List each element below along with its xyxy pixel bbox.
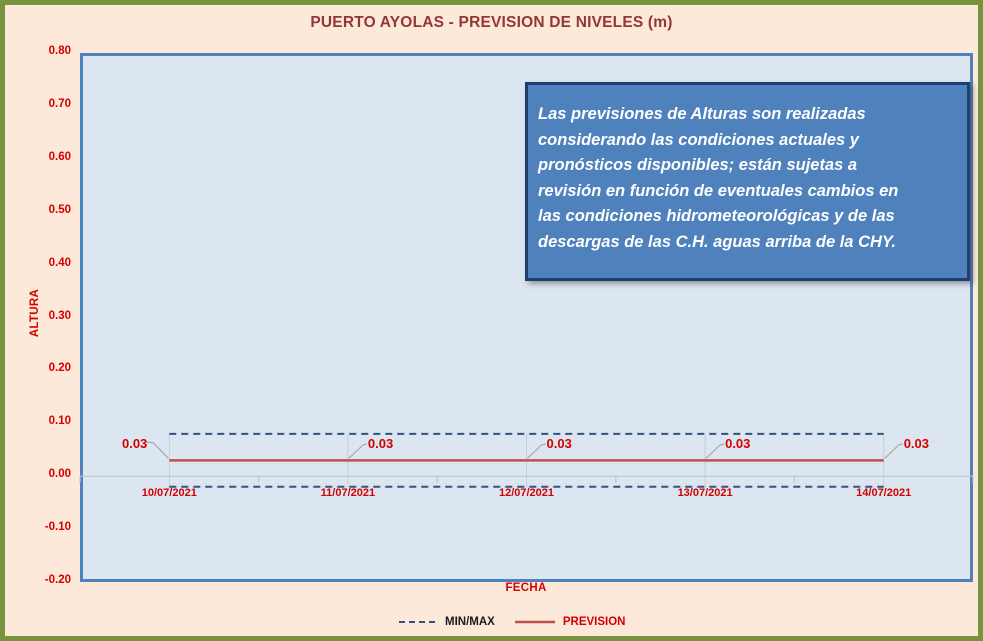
chart-title: PUERTO AYOLAS - PREVISION DE NIVELES (m) bbox=[310, 14, 673, 31]
x-date-label: 14/07/2021 bbox=[856, 487, 912, 499]
prevision-line-sample bbox=[514, 619, 556, 625]
y-tick-label: 0.50 bbox=[48, 203, 71, 216]
legend bbox=[398, 613, 625, 631]
x-date-label: 10/07/2021 bbox=[141, 487, 197, 499]
x-date-label: 12/07/2021 bbox=[498, 487, 555, 499]
y-axis-title: ALTURA bbox=[29, 288, 41, 338]
y-tick-label: 0.80 bbox=[48, 45, 71, 57]
y-tick-label: -0.10 bbox=[44, 521, 71, 534]
annotation-line: considerando las condiciones actuales y bbox=[538, 130, 859, 149]
y-tick-label: 0.30 bbox=[48, 309, 71, 322]
y-tick-label: -0.20 bbox=[44, 574, 71, 586]
annotation-line: Las previsiones de Alturas son realizadas bbox=[538, 105, 866, 123]
annotation-line: revisión en función de eventuales cambios en bbox=[538, 181, 899, 200]
y-tick-label: 0.40 bbox=[48, 256, 71, 269]
y-tick-label: 0.10 bbox=[48, 415, 71, 428]
y-tick-label: 0.20 bbox=[48, 362, 71, 375]
data-label: 0.03 bbox=[546, 436, 572, 451]
data-label: 0.03 bbox=[725, 436, 751, 451]
annotation-line: pronósticos disponibles; están sujetas a bbox=[538, 156, 858, 174]
x-axis-title: FECHA bbox=[505, 582, 547, 594]
x-date-label: 13/07/2021 bbox=[677, 487, 733, 499]
data-label: 0.03 bbox=[367, 436, 394, 451]
data-label: 0.03 bbox=[121, 436, 148, 451]
y-tick-label: 0.00 bbox=[48, 468, 71, 481]
data-label: 0.03 bbox=[903, 436, 929, 451]
annotation-line: descargas de las C.H. aguas arriba de la CHY. bbox=[538, 232, 896, 251]
legend-minmax-label: MIN/MAX bbox=[445, 616, 495, 628]
minmax-dashed-line-sample bbox=[398, 619, 438, 625]
x-date-label: 11/07/2021 bbox=[320, 487, 376, 499]
y-tick-label: 0.60 bbox=[48, 150, 71, 163]
annotation-box bbox=[525, 82, 970, 281]
legend-prevision-label: PREVISION bbox=[562, 616, 626, 628]
annotation-line: las condiciones hidrometeorológicas y de las bbox=[538, 207, 895, 225]
y-tick-label: 0.70 bbox=[48, 97, 71, 110]
